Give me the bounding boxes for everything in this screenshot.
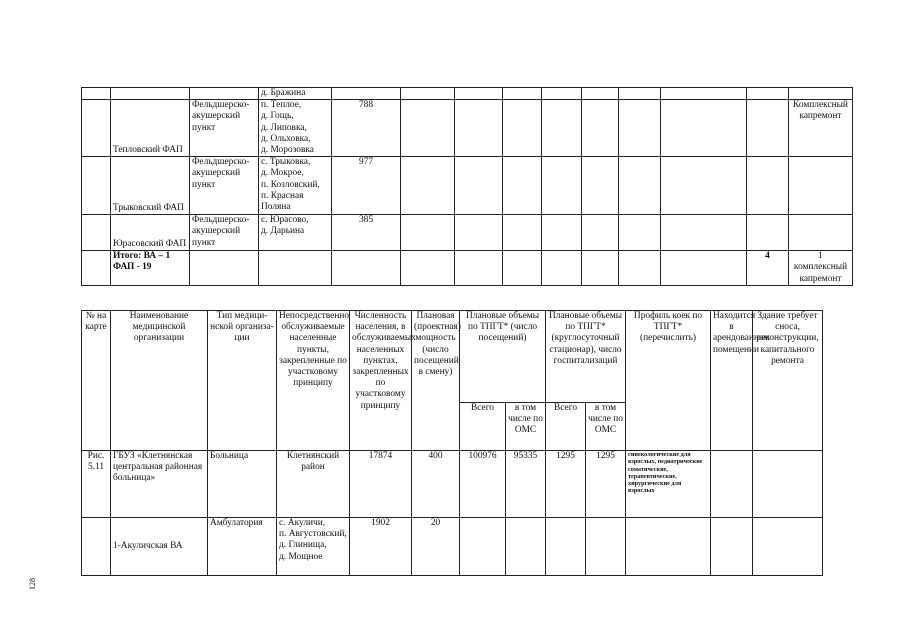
settlements-cell: Клетнянский район [277, 451, 350, 518]
org-type-cell: Фельдшерско-акушерский пункт [190, 157, 259, 215]
org-type-cell: Фельдшерско-акушерский пункт [190, 215, 259, 251]
header-profile: Профиль коек по ТПГТ* (перечислить) [626, 311, 711, 451]
table-row [82, 518, 823, 576]
visits-total-cell: 100976 [460, 451, 506, 518]
total-row [82, 251, 853, 286]
header-visits-oms: в том числе по ОМС [506, 403, 546, 451]
header-org-name: Наименование медицинской организации [111, 311, 208, 451]
settlements-cell: с. Трыковка, д. Мокрое, п. Козловский, п. Красная Поляна [259, 157, 332, 215]
hosp-total-cell: 1295 [546, 451, 586, 518]
page-number: 128 [28, 578, 37, 590]
header-settlements: Непосредственно обслуживаемые населенные пункты, закрепленные по участковому принципу [277, 311, 350, 451]
header-capacity: Плановая (проектная) мощность (число посещений в смену) [412, 311, 460, 451]
settlements-cell: с. Акуличи, п. Августовский, д. Глинища, д. Мощное [277, 518, 350, 576]
population-cell: 385 [332, 215, 401, 251]
org-name-cell: 1-Акуличская ВА [111, 518, 208, 576]
header-hosp: Плановые объемы по ТПГТ* (круглосуточный стационар), число госпитализаций [546, 311, 626, 403]
capacity-cell: 20 [412, 518, 460, 576]
header-visits: Плановые объемы по ТПГТ* (число посещений) [460, 311, 546, 403]
header-org-type: Тип медици-нской организа-ции [208, 311, 277, 451]
map-no-cell [82, 518, 111, 576]
settlements-cell: д. Бражина [259, 88, 332, 100]
settlements-cell: п. Теплое, д. Гощь, д. Липовка, д. Ольховка, д. Морозовка [259, 100, 332, 157]
total-rent: 4 [747, 251, 789, 286]
demolish-cell: Комплексный капремонт [789, 100, 853, 157]
org-type-cell: Амбулатория [208, 518, 277, 576]
org-type-cell: Фельдшерско-акушерский пункт [190, 100, 259, 157]
population-cell: 1902 [350, 518, 412, 576]
total-demolish: 1 комплексный капремонт [789, 251, 853, 286]
total-label: Итого: ВА – 1 ФАП - 19 [111, 251, 190, 286]
header-map-no: № на карте [82, 311, 111, 451]
table-row [82, 88, 853, 100]
header-visits-total: Всего [460, 403, 506, 451]
table-row [82, 451, 823, 518]
visits-oms-cell: 95335 [506, 451, 546, 518]
org-name-cell: Трыковский ФАП [111, 157, 190, 215]
population-cell: 17874 [350, 451, 412, 518]
hosp-oms-cell: 1295 [586, 451, 626, 518]
population-cell: 977 [332, 157, 401, 215]
org-type-cell: Больница [208, 451, 277, 518]
table-row [82, 215, 853, 251]
medical-organizations-table [81, 310, 823, 576]
org-name-cell: ГБУЗ «Клетнянская центральная районная больница» [111, 451, 208, 518]
org-name-cell: Юрасовский ФАП [111, 215, 190, 251]
profile-cell: гинекологические для взрослых, педиатрические соматические, терапевтические, хирургические для взрослых [626, 451, 711, 518]
header-hosp-total: Всего [546, 403, 586, 451]
header-rent: Находится в арендованном помещении [711, 311, 753, 451]
capacity-cell: 400 [412, 451, 460, 518]
population-cell: 788 [332, 100, 401, 157]
header-hosp-oms: в том числе по ОМС [586, 403, 626, 451]
header-row [82, 311, 823, 403]
settlements-table-continued [81, 87, 853, 286]
org-name-cell: Тепловский ФАП [111, 100, 190, 157]
map-no-cell: Рис. 5.11 [82, 451, 111, 518]
table-row [82, 100, 853, 157]
header-population: Численность населения, в обслуживаемых населенных пунктах, закрепленных по участковому принципу [350, 311, 412, 451]
table-row [82, 157, 853, 215]
settlements-cell: с. Юрасово, д. Дарьина [259, 215, 332, 251]
header-demolish: Здание требует сноса, реконструкции, капитального ремонта [753, 311, 823, 451]
